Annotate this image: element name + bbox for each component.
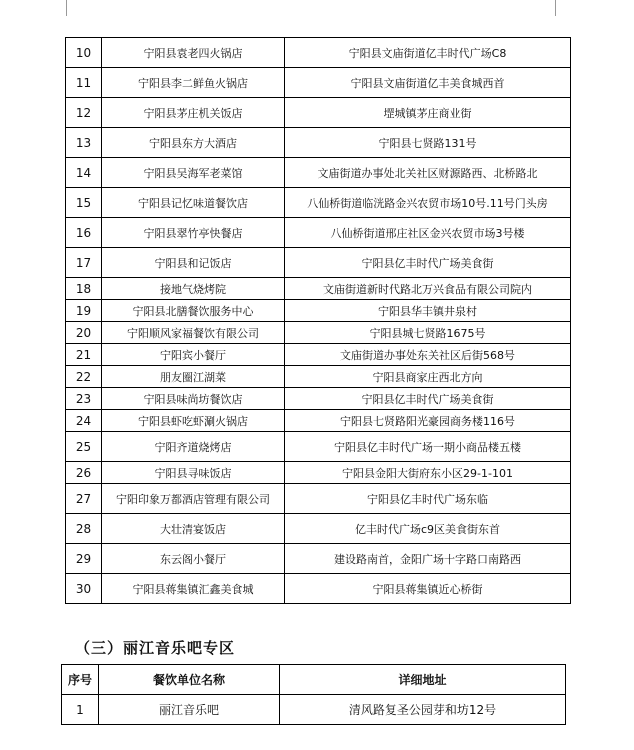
table-row	[66, 514, 571, 544]
table-row	[66, 462, 571, 484]
page-corner-mark-right	[555, 0, 572, 16]
music-bar-table	[61, 664, 566, 725]
restaurant-name: 宁阳县寻味饭店	[102, 462, 285, 484]
row-number: 29	[66, 544, 102, 574]
restaurant-address: 亿丰时代广场c9区美食街东首	[285, 514, 571, 544]
table-row	[66, 484, 571, 514]
row-number: 1	[62, 695, 99, 725]
restaurant-name: 宁阳县北膳餐饮服务中心	[102, 300, 285, 322]
row-number: 22	[66, 366, 102, 388]
restaurant-address: 宁阳县华丰镇井泉村	[285, 300, 571, 322]
restaurant-name: 宁阳宾小餐厅	[102, 344, 285, 366]
restaurant-address: 文庙街道办事处北关社区财源路西、北桥路北	[285, 158, 571, 188]
restaurant-name: 宁阳县和记饭店	[102, 248, 285, 278]
table-row	[66, 278, 571, 300]
row-number: 18	[66, 278, 102, 300]
restaurant-name: 宁阳县蒋集镇汇鑫美食城	[102, 574, 285, 604]
restaurant-name: 宁阳齐道烧烤店	[102, 432, 285, 462]
table-row	[66, 38, 571, 68]
restaurant-address: 文庙街道新时代路北万兴食品有限公司院内	[285, 278, 571, 300]
restaurant-address: 文庙街道办事处东关社区后街568号	[285, 344, 571, 366]
restaurant-address: 宁阳县文庙街道亿丰时代广场C8	[285, 38, 571, 68]
restaurant-name: 宁阳县李二鲜鱼火锅店	[102, 68, 285, 98]
row-number: 16	[66, 218, 102, 248]
restaurant-name: 宁阳县茅庄机关饭店	[102, 98, 285, 128]
row-number: 30	[66, 574, 102, 604]
row-number: 24	[66, 410, 102, 432]
table-row	[66, 188, 571, 218]
table-row	[66, 544, 571, 574]
table-row	[66, 410, 571, 432]
restaurant-name: 宁阳县翠竹亭快餐店	[102, 218, 285, 248]
table-row	[66, 366, 571, 388]
restaurant-address: 宁阳县七贤路131号	[285, 128, 571, 158]
table-row	[66, 300, 571, 322]
restaurant-address: 宁阳县金阳大街府东小区29-1-101	[285, 462, 571, 484]
restaurant-table-body	[66, 38, 571, 604]
restaurant-name: 宁阳县东方大酒店	[102, 128, 285, 158]
row-number: 11	[66, 68, 102, 98]
restaurant-name: 宁阳县记忆味道餐饮店	[102, 188, 285, 218]
restaurant-address: 堽城镇茅庄商业街	[285, 98, 571, 128]
restaurant-address: 清风路复圣公园芽和坊12号	[280, 695, 566, 725]
restaurant-name: 宁阳县味尚坊餐饮店	[102, 388, 285, 410]
restaurant-address: 建设路南首，金阳广场十字路口南路西	[285, 544, 571, 574]
table-row	[66, 322, 571, 344]
table-row	[66, 98, 571, 128]
restaurant-address: 八仙桥街道邢庄社区金兴农贸市场3号楼	[285, 218, 571, 248]
table-row	[66, 68, 571, 98]
row-number: 19	[66, 300, 102, 322]
restaurant-address: 宁阳县亿丰时代广场美食街	[285, 388, 571, 410]
table-row	[66, 248, 571, 278]
restaurant-name: 宁阳县吴海军老菜馆	[102, 158, 285, 188]
restaurant-address: 宁阳县城七贤路1675号	[285, 322, 571, 344]
restaurant-name: 东云阁小餐厅	[102, 544, 285, 574]
restaurant-name: 朋友圈江湖菜	[102, 366, 285, 388]
row-number: 23	[66, 388, 102, 410]
table-row	[66, 388, 571, 410]
restaurant-name: 宁阳县袁老四火锅店	[102, 38, 285, 68]
row-number: 26	[66, 462, 102, 484]
restaurant-address: 宁阳县文庙街道亿丰美食城西首	[285, 68, 571, 98]
row-number: 17	[66, 248, 102, 278]
restaurant-name: 大壮清宴饭店	[102, 514, 285, 544]
table-row	[66, 218, 571, 248]
row-number: 15	[66, 188, 102, 218]
row-number: 28	[66, 514, 102, 544]
row-number: 14	[66, 158, 102, 188]
row-number: 12	[66, 98, 102, 128]
row-number: 25	[66, 432, 102, 462]
table-row	[66, 158, 571, 188]
restaurant-address: 八仙桥街道临洸路金兴农贸市场10号.11号门头房	[285, 188, 571, 218]
restaurant-address: 宁阳县亿丰时代广场东临	[285, 484, 571, 514]
music-bar-table-body	[62, 695, 566, 725]
header-no: 序号	[62, 665, 99, 695]
page-corner-mark-left	[50, 0, 67, 16]
restaurant-name: 宁阳印象万都酒店管理有限公司	[102, 484, 285, 514]
restaurant-address: 宁阳县蒋集镇近心桥街	[285, 574, 571, 604]
header-address: 详细地址	[280, 665, 566, 695]
section-title-lijiang-music-bar: （三）丽江音乐吧专区	[75, 639, 236, 657]
restaurant-address: 宁阳县七贤路阳光豪园商务楼116号	[285, 410, 571, 432]
row-number: 20	[66, 322, 102, 344]
restaurant-name: 宁阳顺风家福餐饮有限公司	[102, 322, 285, 344]
table-row	[66, 344, 571, 366]
row-number: 10	[66, 38, 102, 68]
restaurant-address: 宁阳县亿丰时代广场一期小商品楼五楼	[285, 432, 571, 462]
row-number: 27	[66, 484, 102, 514]
table-row	[66, 432, 571, 462]
restaurant-address: 宁阳县亿丰时代广场美食街	[285, 248, 571, 278]
restaurant-address: 宁阳县商家庄西北方向	[285, 366, 571, 388]
row-number: 21	[66, 344, 102, 366]
row-number: 13	[66, 128, 102, 158]
restaurant-name: 丽江音乐吧	[99, 695, 280, 725]
restaurant-name: 接地气烧烤院	[102, 278, 285, 300]
header-name: 餐饮单位名称	[99, 665, 280, 695]
restaurant-name: 宁阳县虾吃虾涮火锅店	[102, 410, 285, 432]
table-row	[62, 695, 566, 725]
table-row	[66, 574, 571, 604]
restaurant-table-continued	[65, 37, 571, 604]
table-row	[66, 128, 571, 158]
table-header-row	[62, 665, 566, 695]
